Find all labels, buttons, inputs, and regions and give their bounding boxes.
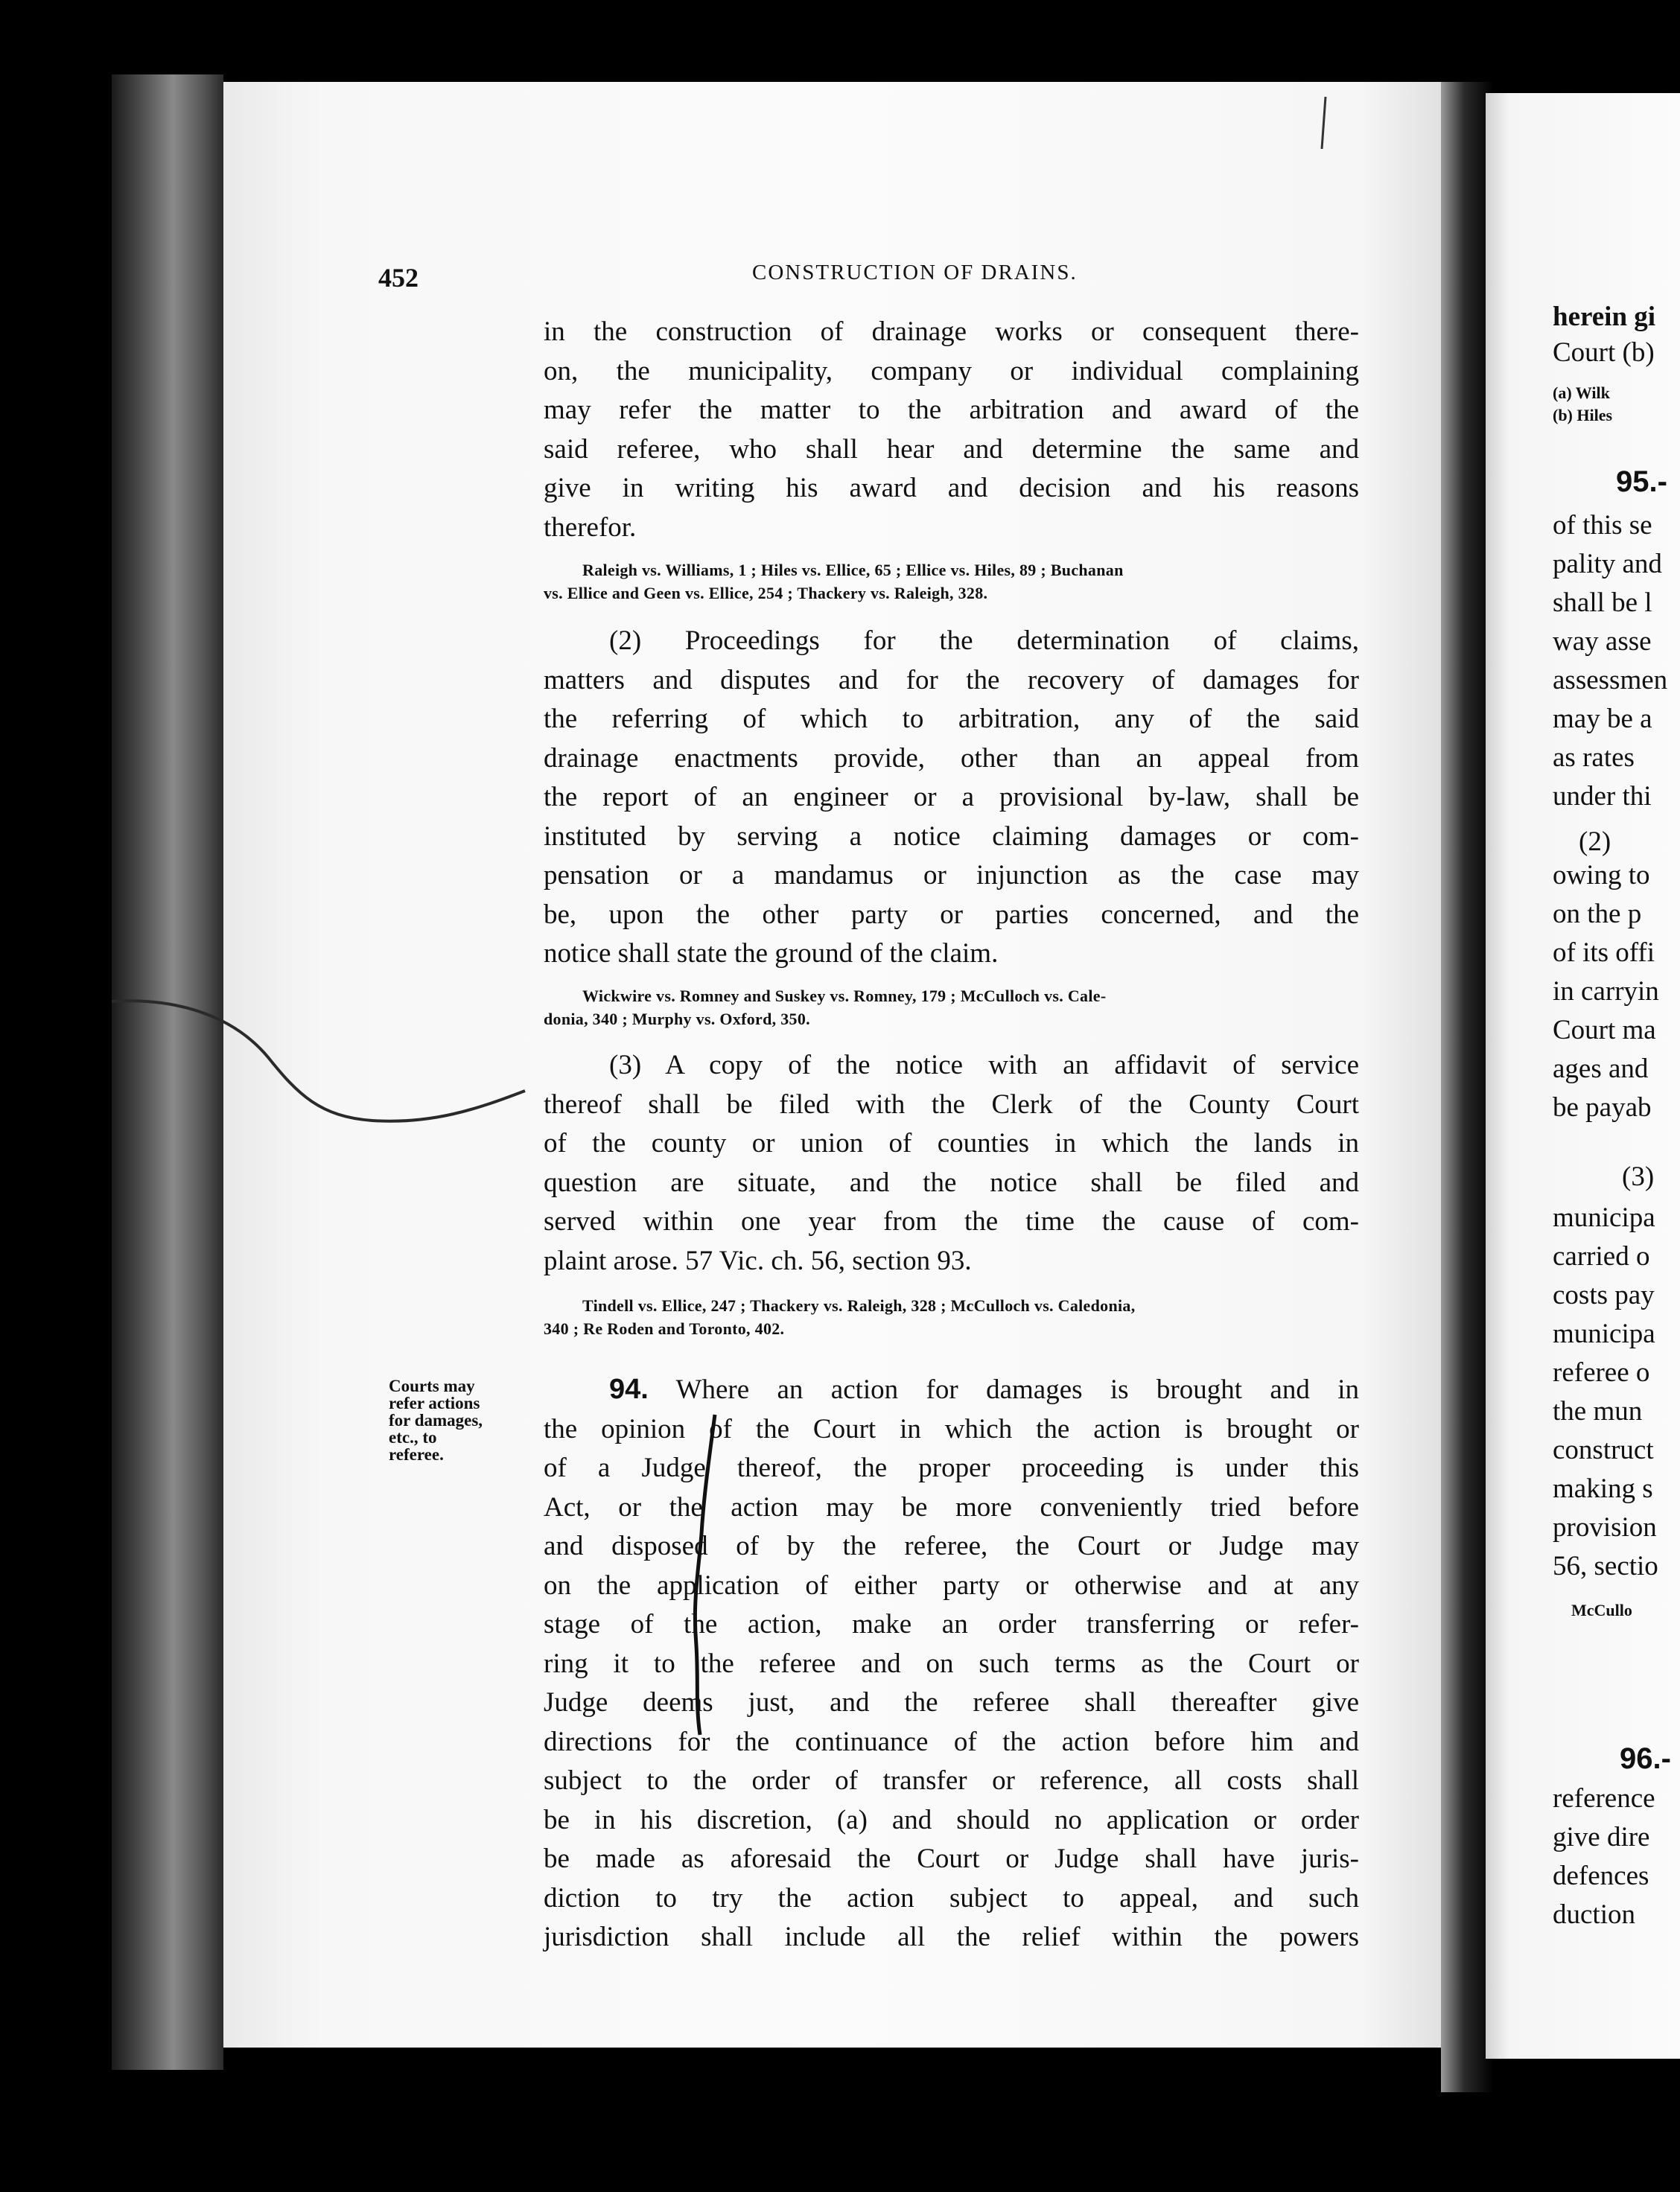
right-footnote: (b) Hiles: [1553, 406, 1613, 424]
text-line: be in his discretion, (a) and should no application or order: [544, 1804, 1359, 1835]
pencil-tick: [1322, 97, 1326, 149]
text-line: (2) Proceedings for the determination of claims,: [609, 625, 1359, 656]
margin-note-line: refer actions: [389, 1394, 480, 1412]
page-number: 452: [378, 263, 419, 293]
citation-line: Wickwire vs. Romney and Suskey vs. Romney, 179 ; McCulloch vs. Cale-: [582, 987, 1107, 1005]
text-line: on the application of either party or otherwise and at any: [544, 1570, 1359, 1601]
margin-note-line: referee.: [389, 1445, 444, 1464]
right-section-96: 96.-: [1620, 1742, 1671, 1775]
section-first-line: Where an action for damages is brought and in: [675, 1374, 1359, 1405]
right-citation: McCullo: [1571, 1601, 1632, 1619]
text-line: (3) A copy of the notice with an affidavit of service: [609, 1050, 1359, 1080]
section-number: 94.: [609, 1374, 649, 1405]
right-text-line: duction: [1553, 1899, 1635, 1930]
text-line: the referring of which to arbitration, any of the said: [544, 704, 1359, 734]
right-text-line: 56, sectio: [1553, 1551, 1658, 1581]
text-line: in the construction of drainage works or consequent there-: [544, 316, 1359, 347]
right-text-line: carried o: [1553, 1241, 1650, 1272]
pencil-stroke-margin: [112, 1001, 525, 1121]
text-line: subject to the order of transfer or reference, all costs shall: [544, 1765, 1359, 1796]
text-line: jurisdiction shall include all the relief within the powers: [544, 1922, 1359, 1952]
right-text-line: give dire: [1553, 1822, 1650, 1852]
right-text-line: costs pay: [1553, 1280, 1655, 1310]
text-line: on, the municipality, company or individual complaining: [544, 355, 1359, 386]
right-text-line: defences: [1553, 1861, 1649, 1891]
pencil-stroke-text: [695, 1415, 715, 1735]
right-text-line: of this se: [1553, 510, 1652, 541]
right-text-line: on the p: [1553, 899, 1642, 929]
margin-note-line: Courts may: [389, 1377, 475, 1395]
right-text-line: of its offi: [1553, 937, 1655, 968]
text-line: and disposed of by the referee, the Court or Judge may: [544, 1531, 1359, 1561]
right-text-line: provision: [1553, 1512, 1657, 1543]
text-line: the report of an engineer or a provisional by-law, shall be: [544, 782, 1359, 812]
text-line: said referee, who shall hear and determine the same and: [544, 433, 1359, 465]
text-line: plaint arose. 57 Vic. ch. 56, section 93.: [544, 1245, 972, 1276]
text-line: of a Judge thereof, the proper proceeding is under this: [544, 1453, 1359, 1483]
citation-line: Tindell vs. Ellice, 247 ; Thackery vs. Raleigh, 328 ; McCulloch vs. Caledonia,: [582, 1296, 1136, 1315]
citation-line: Raleigh vs. Williams, 1 ; Hiles vs. Ellice, 65 ; Ellice vs. Hiles, 89 ; Buchanan: [582, 561, 1124, 579]
right-text-line: shall be l: [1553, 587, 1652, 618]
right-text-line: be payab: [1553, 1092, 1652, 1123]
margin-note-line: etc., to: [389, 1428, 437, 1447]
text-line: drainage enactments provide, other than an appeal from: [544, 742, 1359, 774]
citation-line: 340 ; Re Roden and Toronto, 402.: [544, 1319, 785, 1338]
text-line: thereof shall be filed with the Clerk of the County Court: [544, 1089, 1359, 1120]
right-text-line: under thi: [1553, 781, 1652, 812]
right-text-line: pality and: [1553, 549, 1662, 579]
right-text-line: construct: [1553, 1435, 1654, 1465]
right-text-line: as rates: [1553, 742, 1635, 773]
right-text-line: Court ma: [1553, 1015, 1656, 1045]
right-text-line: municipa: [1553, 1202, 1655, 1233]
right-text-line: assessmen: [1553, 665, 1668, 695]
text-line: be made as aforesaid the Court or Judge shall have juris-: [544, 1844, 1359, 1874]
right-text-line: may be a: [1553, 704, 1652, 734]
text-line: served within one year from the time the cause of com-: [544, 1206, 1359, 1237]
text-line: may refer the matter to the arbitration and award of the: [544, 395, 1359, 425]
running-head: CONSTRUCTION OF DRAINS.: [752, 261, 1078, 284]
right-text-line: municipa: [1553, 1319, 1655, 1349]
text-line: instituted by serving a notice claiming damages or com-: [544, 821, 1359, 852]
text-line: be, upon the other party or parties concerned, and the: [544, 899, 1359, 930]
text-line: ring it to the referee and on such terms as the Court or: [544, 1648, 1359, 1679]
right-text-line: in carryin: [1553, 976, 1659, 1007]
text-line: question are situate, and the notice shall be filed and: [544, 1167, 1359, 1198]
text-line: directions for the continuance of the action before him and: [544, 1726, 1359, 1757]
right-subsection-3: (3): [1622, 1162, 1655, 1192]
text-line: Act, or the action may be more conveniently tried before: [544, 1491, 1359, 1523]
text-line: give in writing his award and decision and his reasons: [544, 473, 1359, 503]
right-text-line: ages and: [1553, 1054, 1649, 1084]
right-text-line: the mun: [1553, 1396, 1643, 1427]
right-text-line: reference: [1553, 1783, 1655, 1814]
right-text-line: herein gi: [1553, 302, 1656, 332]
right-text-line: referee o: [1553, 1357, 1650, 1388]
citation-line: donia, 340 ; Murphy vs. Oxford, 350.: [544, 1010, 810, 1028]
right-text-line: Court (b): [1553, 337, 1655, 368]
right-text-line: making s: [1553, 1473, 1653, 1504]
right-text-line: owing to: [1553, 860, 1650, 890]
text-line: stage of the action, make an order transferring or refer-: [544, 1609, 1359, 1640]
text-line: Judge deems just, and the referee shall thereafter give: [544, 1687, 1359, 1718]
text-line: diction to try the action subject to appeal, and such: [544, 1882, 1359, 1914]
text-line: therefor.: [544, 512, 637, 543]
text-line: notice shall state the ground of the claim.: [544, 938, 999, 969]
citation-line: vs. Ellice and Geen vs. Ellice, 254 ; Thackery vs. Raleigh, 328.: [544, 584, 988, 602]
right-text-line: way asse: [1553, 626, 1652, 657]
text-line: pensation or a mandamus or injunction as the case may: [544, 860, 1359, 890]
text-line: the opinion of the Court in which the action is brought or: [544, 1413, 1359, 1444]
text-line: matters and disputes and for the recovery of damages for: [544, 664, 1359, 695]
text-line: of the county or union of counties in which the lands in: [544, 1128, 1359, 1159]
margin-note-line: for damages,: [389, 1411, 483, 1430]
right-footnote: (a) Wilk: [1553, 383, 1610, 402]
right-section-95: 95.-: [1616, 465, 1667, 498]
right-subsection-2: (2): [1579, 826, 1611, 857]
